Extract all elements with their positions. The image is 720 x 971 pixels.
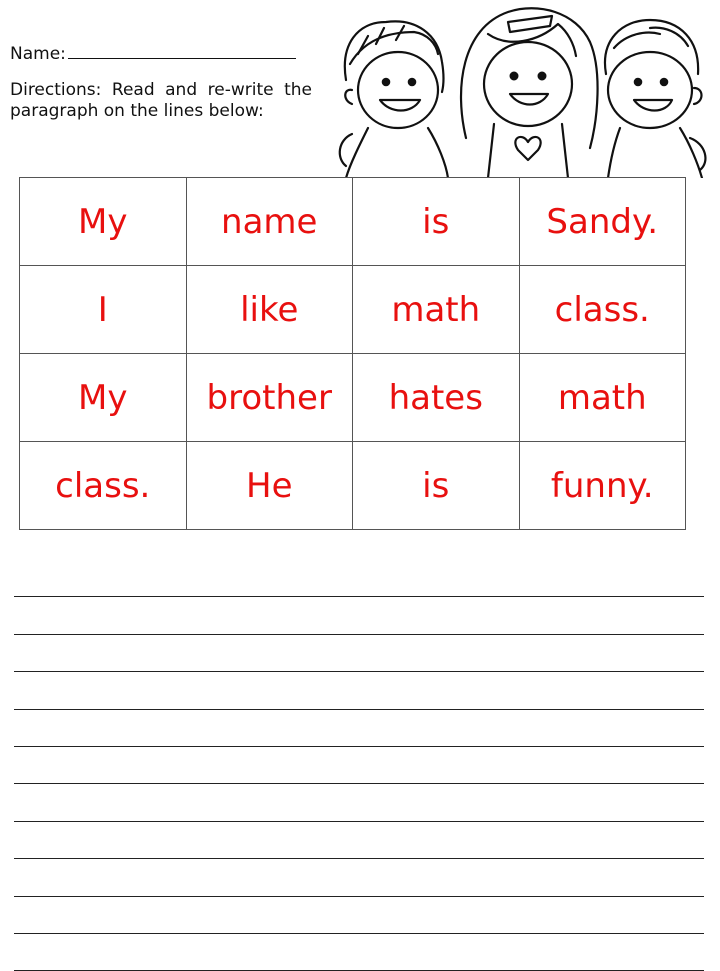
right-boy (605, 20, 705, 178)
writing-line (14, 710, 704, 747)
left-boy (340, 21, 448, 178)
word-cell: I (20, 266, 187, 354)
word-cell: funny. (519, 442, 686, 530)
table-row (20, 178, 686, 266)
three-kids-clipart-icon (338, 4, 718, 178)
middle-girl (461, 8, 598, 178)
writing-line (14, 934, 704, 971)
word-cell: brother (186, 354, 353, 442)
writing-line (14, 747, 704, 784)
word-cell: He (186, 442, 353, 530)
writing-line (14, 822, 704, 859)
writing-line (14, 635, 704, 672)
word-cell: is (353, 178, 520, 266)
writing-line (14, 672, 704, 709)
word-cell: is (353, 442, 520, 530)
word-cell: class. (519, 266, 686, 354)
writing-line (14, 597, 704, 634)
word-cell: like (186, 266, 353, 354)
directions-text: Directions: Read and re-write the paragraph on the lines below: (10, 80, 312, 121)
writing-lines (14, 560, 704, 971)
name-field (10, 42, 296, 64)
table-row (20, 266, 686, 354)
word-cell: Sandy. (519, 178, 686, 266)
word-cell: math (353, 266, 520, 354)
writing-line (14, 784, 704, 821)
writing-line (14, 859, 704, 896)
word-cell: My (20, 354, 187, 442)
word-grid-table (19, 177, 686, 530)
word-cell: name (186, 178, 353, 266)
word-cell: My (20, 178, 187, 266)
word-cell: class. (20, 442, 187, 530)
word-cell: math (519, 354, 686, 442)
table-row (20, 354, 686, 442)
name-label: Name: (10, 44, 66, 64)
writing-line (14, 560, 704, 597)
table-row (20, 442, 686, 530)
name-blank-line (68, 42, 296, 59)
word-cell: hates (353, 354, 520, 442)
writing-line (14, 897, 704, 934)
